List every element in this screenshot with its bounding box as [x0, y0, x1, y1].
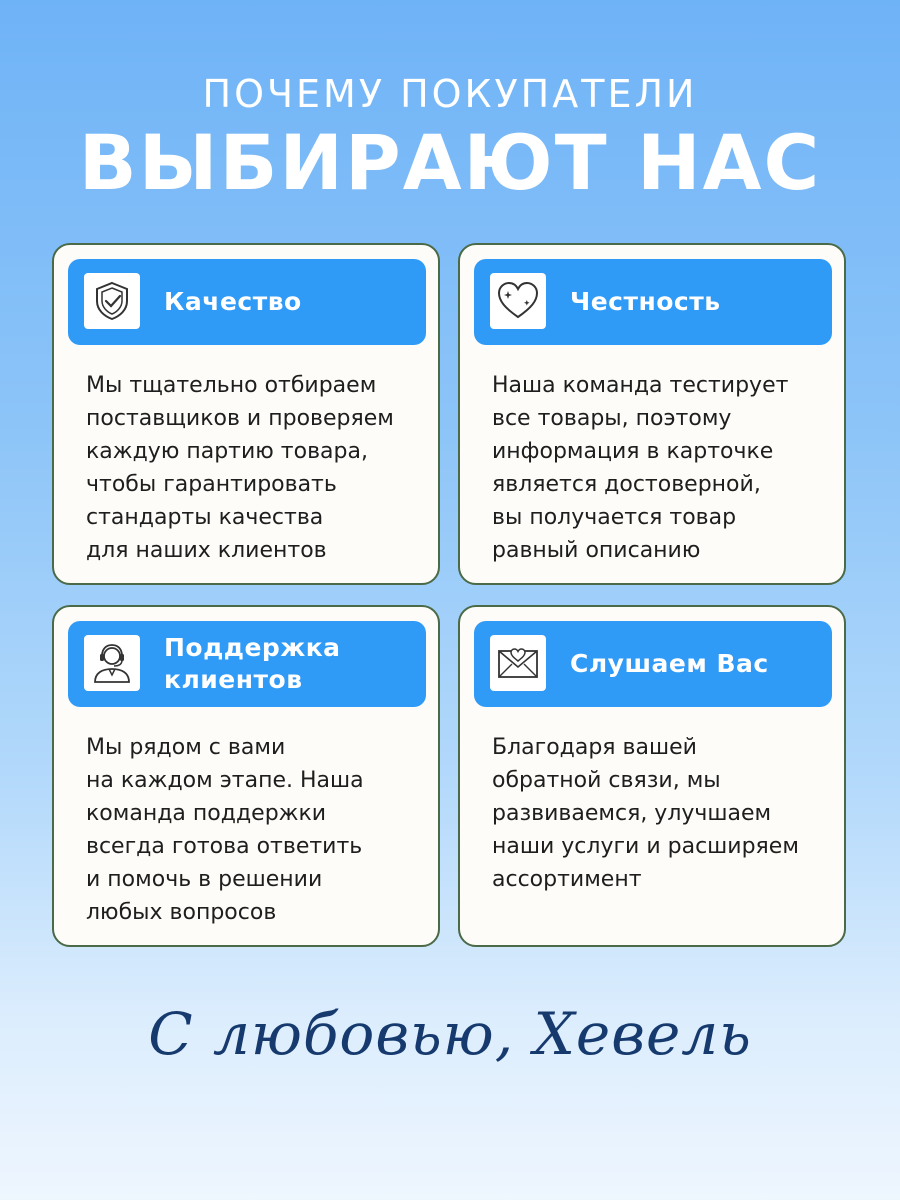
envelope-heart-icon — [495, 640, 541, 686]
card-title: Качество — [164, 287, 302, 316]
card-text: Мы тщательно отбираем поставщиков и проверяем каждую партию товара, чтобы гарантировать стандарты качества для наших клиентов — [86, 373, 394, 563]
heart-icon — [495, 278, 541, 324]
card-header — [68, 259, 426, 345]
icon-frame — [84, 635, 140, 691]
icon-frame — [490, 273, 546, 329]
card-honesty — [458, 243, 846, 585]
card-header — [474, 259, 832, 345]
support-agent-icon — [89, 640, 135, 686]
card-support — [52, 605, 440, 947]
header-title: ВЫБИРАЮТ НАС — [78, 118, 822, 207]
card-text: Благодаря вашей обратной связи, мы развиваемся, улучшаем наши услуги и расширяем ассортимент — [492, 735, 799, 892]
card-listening — [458, 605, 846, 947]
card-title: Поддержка клиентов — [164, 633, 341, 694]
header-subtitle: ПОЧЕМУ ПОКУПАТЕЛИ — [202, 72, 698, 116]
card-quality — [52, 243, 440, 585]
card-header — [68, 621, 426, 707]
card-title: Слушаем Вас — [570, 649, 769, 678]
card-title: Честность — [570, 287, 721, 316]
card-header — [474, 621, 832, 707]
signature: С любовью, Хевель — [148, 1000, 752, 1068]
card-text: Мы рядом с вами на каждом этапе. Наша команда поддержки всегда готова ответить и помочь в решении любых вопросов — [86, 735, 364, 925]
card-text: Наша команда тестирует все товары, поэтому информация в карточке является достоверной, вы получается товар равный описанию — [492, 373, 789, 563]
icon-frame — [84, 273, 140, 329]
icon-frame — [490, 635, 546, 691]
shield-check-icon — [90, 279, 134, 323]
